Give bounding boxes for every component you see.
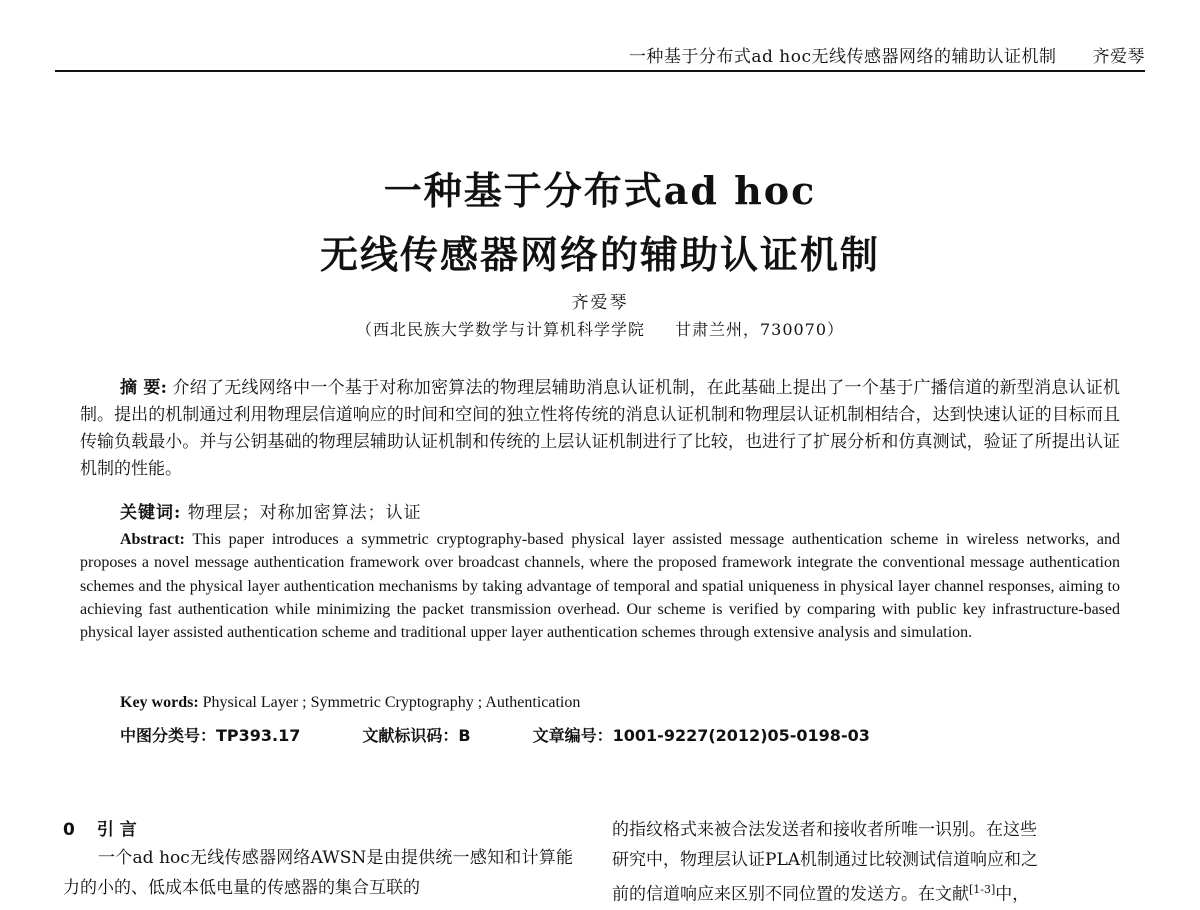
clc-label: 中图分类号： (120, 726, 217, 745)
body-right-line2: 研究中，物理层认证PLA机制通过比较测试信道响应和之 (612, 850, 1039, 870)
header-rule (55, 70, 1145, 72)
running-header (629, 42, 1145, 67)
paper-author: 齐爱琴 (571, 293, 629, 313)
section-number: 0 (63, 820, 75, 840)
abstract-en-label: Abstract: (120, 531, 185, 548)
section-title: 引 言 (96, 820, 137, 840)
running-header-title: 一种基于分布式ad hoc无线传感器网络的辅助认证机制 (628, 47, 1057, 67)
keywords-cn-label: 关键词: (120, 503, 182, 523)
keywords-en (120, 694, 580, 712)
abstract-en (80, 528, 1120, 644)
doc-code-value: B (458, 726, 471, 745)
section-heading (63, 815, 137, 840)
article-number (533, 726, 870, 745)
keywords-cn (120, 498, 422, 523)
doc-code-label: 文献标识码： (362, 726, 459, 745)
clc-number (120, 726, 300, 745)
paper-title-line2: 无线传感器网络的辅助认证机制 (319, 232, 880, 277)
body-column-left: 一个ad hoc无线传感器网络AWSN是由提供统一感知和计算能力的小的、低成本低电量的传感器的集合互联的 (63, 848, 573, 898)
running-header-author: 齐爱琴 (1092, 47, 1145, 67)
keywords-en-text: Physical Layer ; Symmetric Cryptography ; Authentication (202, 694, 581, 711)
article-no-label: 文章编号： (532, 726, 613, 745)
body-right-line3 (612, 875, 1142, 910)
abstract-cn-label: 摘 要: (120, 378, 167, 398)
abstract-cn-text: 介绍了无线网络中一个基于对称加密算法的物理层辅助消息认证机制，在此基础上提出了一个基于广播信道的新型消息认证机制。提出的机制通过利用物理层信道响应的时间和空间的独立性将传统的消息认证机制和物理层认证机制相结合，达到快速认证的目标而且传输负载最小。并与公钥基础的物理层辅助认证机制和传统的上层认证机制进行了比较，也进行了扩展分析和仿真测试，验证了所提出认证机制的性能。 (80, 378, 1120, 479)
affiliation-location: 甘肃兰州，730070） (674, 320, 845, 339)
body-right-line1: 的指纹格式来被合法发送者和接收者所唯一识别。在这些 (612, 820, 1037, 840)
doc-code (362, 726, 470, 745)
keywords-cn-text: 物理层；对称加密算法；认证 (187, 503, 422, 523)
affiliation-institution: （西北民族大学数学与计算机科学学院 (355, 320, 645, 339)
affiliation (0, 317, 1200, 340)
article-no-value: 1001-9227(2012)05-0198-03 (612, 726, 870, 745)
body-right-line3-text: 前的信道响应来区别不同位置的发送方。在文献 (612, 884, 969, 905)
abstract-en-text: This paper introduces a symmetric cryptography-based physical layer assisted message authentication scheme in wireless networks, and proposes a novel message authentication framework over broadcast channels, where the proposed framework integrate the conventional message authentication schemes and the physical layer authentication mechanisms by taking advantage of temporal and spatial uniqueness in physical layer channel responses, aiming to achieving fast authentication while minimizing the packet transmission overhead. Our scheme is verified by comparing with public key infrastructure-based physical layer assisted authentication scheme and traditional upper layer authentication schemes through extensive analysis and simulation. (80, 531, 1120, 642)
body-column-right (612, 815, 1142, 910)
paper-title-line1: 一种基于分布式ad hoc (383, 168, 817, 213)
classification-line (120, 723, 870, 746)
keywords-en-label: Key words: (120, 694, 199, 711)
abstract-cn (80, 375, 1120, 483)
body-right-line3-end: 中， (995, 884, 1030, 905)
clc-value: TP393.17 (216, 726, 301, 745)
citation: [1-3] (969, 883, 996, 896)
